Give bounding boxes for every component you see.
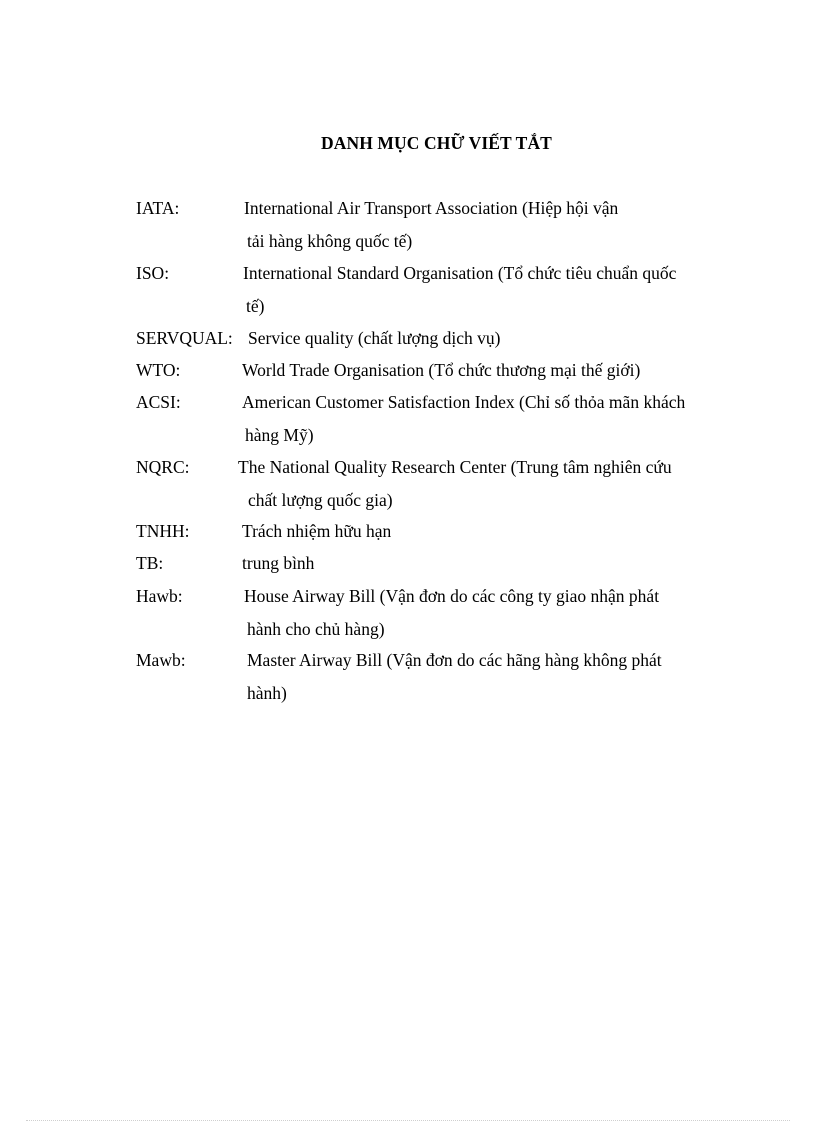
definition-line-1: Trách nhiệm hữu hạn — [242, 521, 392, 541]
definition-line-2: tế) — [246, 295, 265, 316]
abbreviation-definition — [242, 547, 314, 580]
abbreviation-term: TNHH: — [136, 521, 190, 541]
abbreviation-definition — [248, 322, 501, 355]
abbreviation-term: Mawb: — [136, 650, 186, 670]
definition-line-1: House Airway Bill (Vận đơn do các công ty giao nhận phát — [244, 586, 660, 606]
page-title: DANH MỤC CHỮ VIẾT TẮT — [321, 133, 552, 153]
page-bottom-divider — [26, 1120, 790, 1121]
abbreviation-definition — [242, 386, 685, 451]
abbreviation-term: SERVQUAL: — [136, 328, 233, 348]
abbreviation-term: IATA: — [136, 198, 180, 218]
abbreviation-term: ACSI: — [136, 392, 181, 412]
abbreviation-definition — [238, 451, 672, 516]
abbreviation-definition — [242, 515, 391, 548]
abbreviation-definition — [243, 257, 676, 322]
definition-line-1: International Standard Organisation (Tổ chức tiêu chuẩn quốc — [243, 263, 677, 283]
definition-line-2: hàng Mỹ) — [245, 424, 314, 445]
abbreviation-term: ISO: — [136, 263, 170, 283]
abbreviation-term: WTO: — [136, 360, 181, 380]
definition-line-1: Service quality (chất lượng dịch vụ) — [248, 328, 501, 348]
definition-line-1: World Trade Organisation (Tổ chức thương mại thế giới) — [242, 360, 641, 380]
abbreviation-term: Hawb: — [136, 586, 183, 606]
definition-line-2: hành cho chủ hàng) — [247, 618, 385, 639]
abbreviation-definition — [247, 644, 662, 709]
definition-line-1: trung bình — [242, 553, 315, 573]
abbreviation-definition — [244, 580, 659, 645]
abbreviation-term: TB: — [136, 553, 164, 573]
definition-line-1: International Air Transport Association (Hiệp hội vận — [244, 198, 619, 218]
definition-line-2: hành) — [247, 682, 287, 703]
definition-line-2: chất lượng quốc gia) — [248, 489, 393, 510]
definition-line-1: The National Quality Research Center (Trung tâm nghiên cứu — [238, 457, 672, 477]
definition-line-1: American Customer Satisfaction Index (Chỉ số thỏa mãn khách — [242, 392, 686, 412]
abbreviation-term: NQRC: — [136, 457, 190, 477]
abbreviation-definition — [244, 192, 618, 257]
definition-line-1: Master Airway Bill (Vận đơn do các hãng hàng không phát — [247, 650, 662, 670]
abbreviation-definition — [242, 354, 640, 387]
definition-line-2: tải hàng không quốc tế) — [247, 230, 413, 251]
